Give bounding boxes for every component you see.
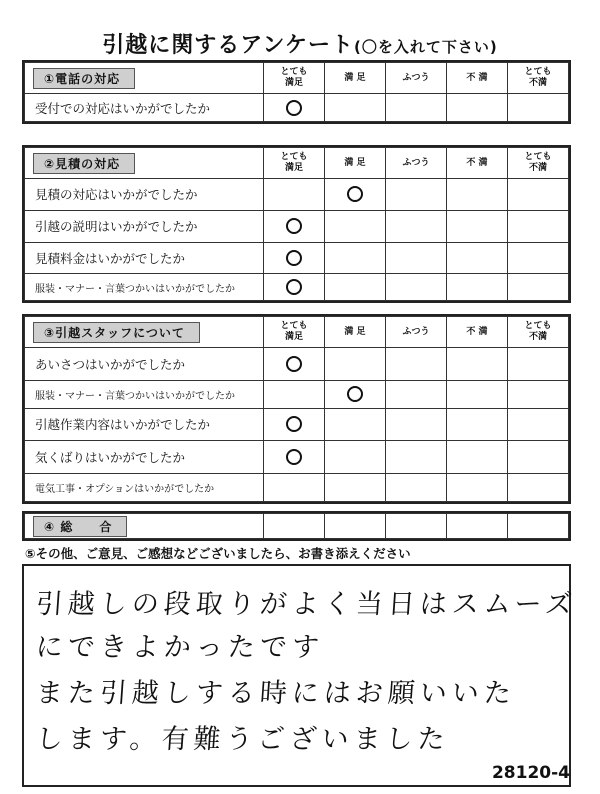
rating-cell[interactable] <box>508 94 569 122</box>
question-label: 見積料金はいかがでしたか <box>25 242 264 274</box>
question-label: 見積の対応はいかがでしたか <box>25 179 264 211</box>
rating-cell[interactable] <box>508 210 569 242</box>
rating-cell[interactable] <box>508 274 569 301</box>
rating-cell[interactable] <box>386 408 447 441</box>
comment-line: 引越しの段取りがよく当日はスムーズ <box>34 589 579 620</box>
section-label: ②見積の対応 <box>33 153 135 174</box>
rating-cell[interactable] <box>508 242 569 274</box>
rating-cell[interactable] <box>325 242 386 274</box>
rating-header: 不 満 <box>447 148 508 179</box>
rating-cell[interactable] <box>508 441 569 474</box>
rating-cell[interactable] <box>386 514 447 539</box>
rating-header: とても 満足 <box>264 317 325 348</box>
rating-cell[interactable] <box>447 408 508 441</box>
section-label: ③引越スタッフについて <box>33 322 200 343</box>
rating-header: 不 満 <box>447 317 508 348</box>
question-label: 服装・マナー・言葉つかいはいかがでしたか <box>25 274 264 301</box>
rating-cell[interactable] <box>325 380 386 408</box>
rating-header: 不 満 <box>447 63 508 94</box>
rating-cell[interactable] <box>264 514 325 539</box>
rating-cell[interactable] <box>264 94 325 122</box>
rating-cell[interactable] <box>508 348 569 381</box>
rating-cell[interactable] <box>447 441 508 474</box>
rating-cell[interactable] <box>508 514 569 539</box>
rating-cell[interactable] <box>325 474 386 502</box>
rating-cell[interactable] <box>264 242 325 274</box>
circle-mark-icon <box>286 250 302 266</box>
rating-cell[interactable] <box>325 179 386 211</box>
rating-cell[interactable] <box>386 179 447 211</box>
rating-cell[interactable] <box>447 210 508 242</box>
question-label: 電気工事・オプションはいかがでしたか <box>25 474 264 502</box>
circle-mark-icon <box>286 218 302 234</box>
rating-cell[interactable] <box>447 274 508 301</box>
rating-header: とても 不満 <box>508 148 569 179</box>
rating-cell[interactable] <box>386 474 447 502</box>
rating-cell[interactable] <box>325 94 386 122</box>
rating-header: ふつう <box>386 63 447 94</box>
section-staff <box>22 314 571 504</box>
question-label: 服装・マナー・言葉つかいはいかがでしたか <box>25 380 264 408</box>
survey-title <box>0 28 600 59</box>
question-label: 引越の説明はいかがでしたか <box>25 210 264 242</box>
rating-cell[interactable] <box>386 242 447 274</box>
rating-cell[interactable] <box>386 441 447 474</box>
circle-mark-icon <box>286 356 302 372</box>
question-label: 引越作業内容はいかがでしたか <box>25 408 264 441</box>
rating-cell[interactable] <box>325 441 386 474</box>
form-code: 28120-4 <box>491 763 570 783</box>
rating-header: ふつう <box>386 148 447 179</box>
rating-cell[interactable] <box>325 514 386 539</box>
title-text: 引越に関するアンケート <box>102 33 354 58</box>
rating-cell[interactable] <box>325 348 386 381</box>
rating-cell[interactable] <box>447 348 508 381</box>
rating-cell[interactable] <box>386 94 447 122</box>
comment-line: します。有難うございました <box>34 724 451 755</box>
rating-header: とても 満足 <box>264 63 325 94</box>
rating-cell[interactable] <box>508 408 569 441</box>
rating-cell[interactable] <box>447 242 508 274</box>
rating-cell[interactable] <box>447 380 508 408</box>
rating-header: 満 足 <box>325 317 386 348</box>
rating-header: とても 満足 <box>264 148 325 179</box>
rating-cell[interactable] <box>264 474 325 502</box>
rating-cell[interactable] <box>264 408 325 441</box>
rating-cell[interactable] <box>386 210 447 242</box>
rating-header: とても 不満 <box>508 63 569 94</box>
title-instruction: (〇を入れて下さい) <box>353 38 498 56</box>
rating-header: ふつう <box>386 317 447 348</box>
section-label: ④ 総 合 <box>33 516 127 537</box>
rating-cell[interactable] <box>264 380 325 408</box>
question-label: 受付での対応はいかがでしたか <box>25 94 264 122</box>
section-overall <box>22 511 571 541</box>
circle-mark-icon <box>286 279 302 295</box>
rating-cell[interactable] <box>508 474 569 502</box>
circle-mark-icon <box>286 449 302 465</box>
question-label: あいさつはいかがでしたか <box>25 348 264 381</box>
circle-mark-icon <box>286 416 302 432</box>
rating-cell[interactable] <box>447 94 508 122</box>
circle-mark-icon <box>347 186 363 202</box>
rating-cell[interactable] <box>264 179 325 211</box>
rating-cell[interactable] <box>264 210 325 242</box>
rating-cell[interactable] <box>325 210 386 242</box>
comment-line: にできよかったです <box>34 632 325 663</box>
rating-cell[interactable] <box>386 380 447 408</box>
rating-header: 満 足 <box>325 63 386 94</box>
rating-cell[interactable] <box>386 348 447 381</box>
rating-cell[interactable] <box>325 274 386 301</box>
rating-cell[interactable] <box>508 179 569 211</box>
rating-cell[interactable] <box>325 408 386 441</box>
comment-prompt: ⑤その他、ご意見、ご感想などございましたら、お書き添えください <box>25 546 411 561</box>
rating-header: 満 足 <box>325 148 386 179</box>
rating-cell[interactable] <box>386 274 447 301</box>
rating-cell[interactable] <box>508 380 569 408</box>
rating-cell[interactable] <box>264 274 325 301</box>
section-estimate <box>22 145 571 303</box>
rating-cell[interactable] <box>447 179 508 211</box>
section-phone <box>22 60 571 124</box>
question-label: 気くばりはいかがでしたか <box>25 441 264 474</box>
rating-cell[interactable] <box>264 441 325 474</box>
rating-cell[interactable] <box>447 514 508 539</box>
circle-mark-icon <box>347 386 363 402</box>
section-label: ①電話の対応 <box>33 68 135 89</box>
rating-cell[interactable] <box>447 474 508 502</box>
rating-header: とても 不満 <box>508 317 569 348</box>
comment-line: また引越しする時にはお願いいた <box>34 678 517 709</box>
rating-cell[interactable] <box>264 348 325 381</box>
circle-mark-icon <box>286 100 302 116</box>
